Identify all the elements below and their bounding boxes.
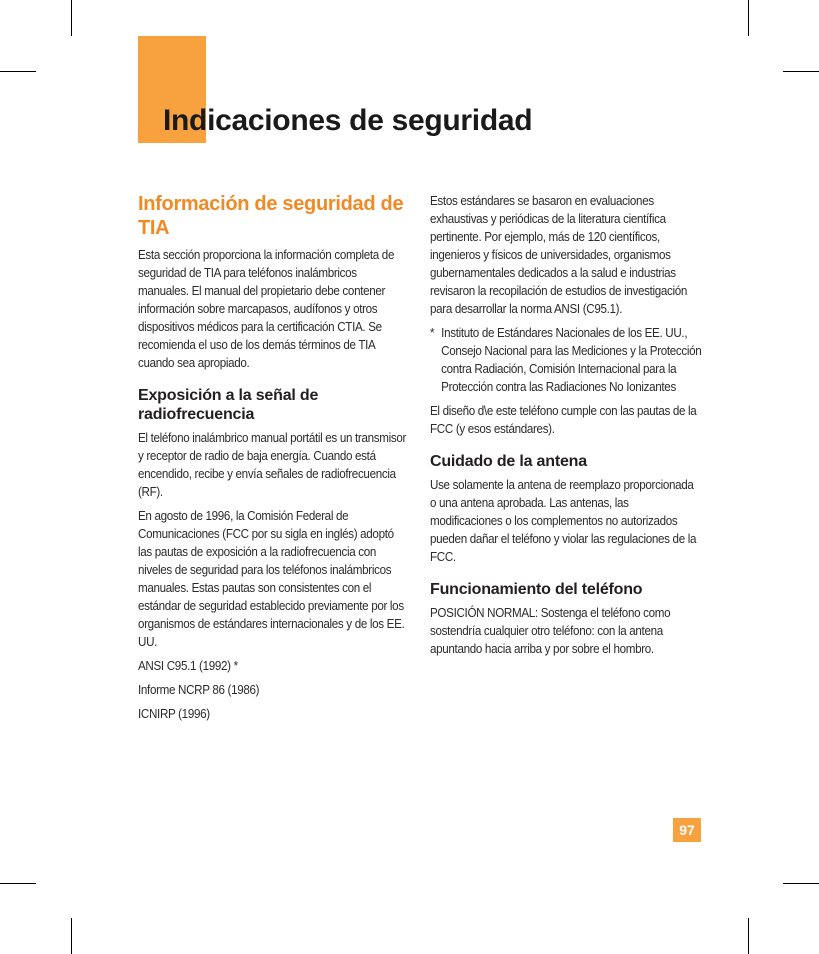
page-title: Indicaciones de seguridad — [163, 104, 533, 137]
rf-exposure-heading: Exposición a la señal de radiofrecuencia — [138, 387, 319, 423]
crop-mark-bottom-right — [748, 918, 749, 954]
standard-ansi: ANSI C95.1 (1992) * — [138, 659, 238, 673]
standard-icnirp: ICNIRP (1996) — [138, 707, 210, 721]
crop-mark-bottom-left — [71, 918, 72, 954]
left-column — [138, 192, 410, 729]
footnote-text: Instituto de Estándares Nacionales de los EE. UU., Consejo Nacional para las Mediciones y la Protección contra Radiación, Comisión Internacional para la Protección contra las Radiaciones No Ionizantes — [441, 326, 702, 394]
antenna-care-heading: Cuidado de la antena — [430, 453, 587, 470]
fcc-compliance-paragraph: El diseño d\e este teléfono cumple con las pautas de la FCC (y esos estándares). — [430, 404, 697, 436]
crop-mark-right-top — [783, 71, 819, 72]
page-number: 97 — [673, 818, 701, 842]
crop-mark-top-right — [748, 0, 749, 36]
phone-operation-heading: Funcionamiento del teléfono — [430, 581, 643, 598]
crop-mark-left-bottom — [0, 883, 36, 884]
rf-exposure-paragraph-2: En agosto de 1996, la Comisión Federal de Comunicaciones (FCC por su sigla en inglés) adoptó las pautas de exposición a la radiofrecuencia con niveles de seguridad para los teléfonos inalámbricos manuales. Estas pautas son consistentes con el estándar de seguridad establecido previamente por los organismos de estándares internacionales y de los EE. UU. — [138, 509, 405, 649]
footnote-asterisk: * — [430, 326, 435, 340]
antenna-care-text: Use solamente la antena de reemplazo proporcionada o una antena aprobada. Las antenas, las modificaciones o los complementos no autorizados pueden dañar el teléfono y violar las regulaciones de la FCC. — [430, 478, 697, 564]
rf-exposure-paragraph-1: El teléfono inalámbrico manual portátil es un transmisor y receptor de radio de baja energía. Cuando está encendido, recibe y envía señales de radiofrecuencia (RF). — [138, 431, 407, 499]
crop-mark-right-bottom — [783, 883, 819, 884]
standard-ncrp: Informe NCRP 86 (1986) — [138, 683, 260, 697]
crop-mark-left-top — [0, 71, 36, 72]
right-column — [430, 192, 702, 664]
crop-mark-top-left — [71, 0, 72, 36]
footnote — [430, 324, 702, 396]
tia-safety-heading: Información de seguridad de TIA — [138, 193, 404, 239]
tia-safety-text: Esta sección proporciona la información completa de seguridad de TIA para teléfonos inalámbricos manuales. El manual del propietario debe contener información sobre marcapasos, audífonos y otros dispositivos médicos para la certificación CTIA. Se recomienda el uso de los demás términos de TIA cuando sea apropiado. — [138, 248, 395, 370]
phone-operation-text: POSICIÓN NORMAL: Sostenga el teléfono como sostendría cualquier otro teléfono: con la antena apuntando hacia arriba y por sobre el hombro. — [430, 606, 671, 656]
standards-basis-paragraph: Estos estándares se basaron en evaluaciones exhaustivas y periódicas de la literatura científica pertinente. Por ejemplo, más de 120 científicos, ingenieros y físicos de universidades, organismos gubernamentales dedicados a la salud e industrias revisaron la recopilación de estudios de investigación para desarrollar la norma ANSI (C95.1). — [430, 194, 688, 316]
